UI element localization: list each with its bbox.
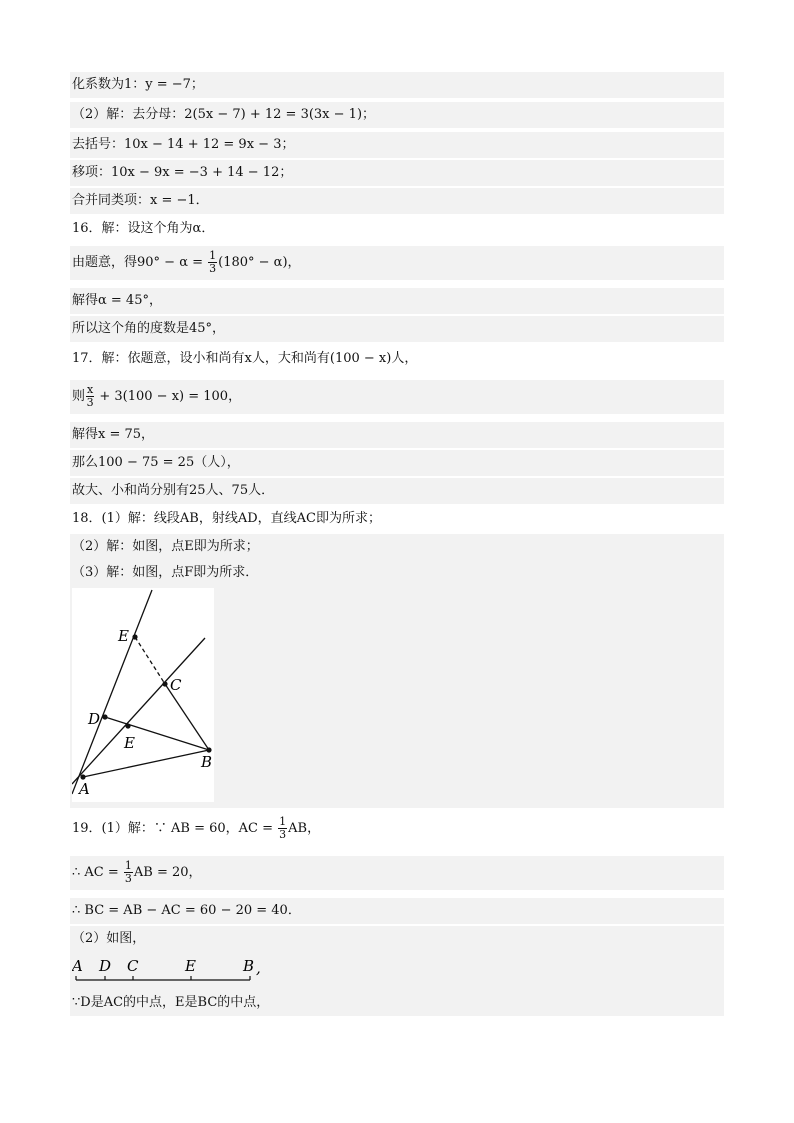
fraction [124, 860, 133, 885]
fraction-numerator: 1 [279, 815, 287, 828]
text-line: ∴ BC = AB − AC = 60 − 20 = 40． [70, 898, 724, 924]
equation-part: AB， [288, 821, 321, 836]
figure-panel [72, 588, 214, 802]
point-D [102, 714, 107, 719]
text-line: （2）解：去分母：2(5x − 7) + 12 = 3(3x − 1)； [70, 102, 724, 128]
point-A [80, 774, 85, 779]
text-line: （2）如图， [70, 926, 724, 952]
text-line [70, 856, 724, 890]
text-line: 合并同类项：x = −1． [70, 188, 724, 214]
text-line: 移项：10x − 9x = −3 + 14 − 12； [70, 160, 724, 186]
text-line: 去括号：10x − 14 + 12 = 9x − 3； [70, 132, 724, 158]
problem-16-heading: 16．解：设这个角为α． [72, 221, 215, 236]
fraction [86, 384, 94, 409]
label-A: A [79, 780, 90, 798]
label-C: C [127, 957, 139, 975]
text-line: 化系数为1：y = −7； [70, 72, 724, 98]
problem-18-heading: 18．(1）解：线段AB，射线AD，直线AC即为所求； [72, 511, 381, 526]
fraction-denominator: 3 [124, 872, 132, 885]
label-A: A [72, 957, 83, 975]
text-line: ∵D是AC的中点，E是BC的中点， [70, 990, 724, 1016]
fraction-numerator: 1 [124, 859, 132, 872]
text-line: 那么100 − 75 = 25（人）， [70, 450, 724, 476]
equation-part: 19．(1）解：∵ AB = 60，AC = [72, 821, 278, 836]
trailing-comma: , [256, 959, 261, 977]
fraction-numerator: x [87, 383, 94, 396]
text-line: （2）解：如图，点E即为所求； [70, 534, 724, 560]
text-line [70, 246, 724, 280]
label-B: B [201, 753, 213, 771]
text-line: 所以这个角的度数是45°， [70, 316, 724, 342]
fraction-denominator: 3 [279, 828, 287, 841]
label-E: E [185, 957, 196, 975]
label-E-mid: E [124, 734, 135, 752]
fraction [278, 816, 287, 841]
fraction-denominator: 3 [209, 262, 217, 275]
problem-19-heading [70, 812, 724, 846]
label-B: B [243, 957, 255, 975]
label-E-top: E [118, 627, 129, 645]
fraction [208, 250, 217, 275]
point-E-top [132, 634, 137, 639]
segment-figure-19 [72, 954, 272, 990]
text-line: 解得x = 75， [70, 422, 724, 448]
equation-part: ∴ AC = [72, 865, 123, 880]
text-line: （3）解：如图，点F即为所求． [70, 560, 724, 586]
label-D: D [88, 710, 101, 728]
label-D: D [99, 957, 112, 975]
point-E-mid [125, 723, 130, 728]
point-B [206, 747, 211, 752]
text-line [70, 380, 724, 414]
equation-part: (180° − α)， [218, 255, 301, 270]
text-line: 解得α = 45°， [70, 288, 724, 314]
geometry-figure-18 [72, 588, 214, 802]
text-line: 故大、小和尚分别有25人、75人． [70, 478, 724, 504]
equation-part: AB = 20， [133, 865, 202, 880]
label-C: C [170, 676, 182, 694]
equation-part: 由题意，得90° − α = [72, 255, 208, 270]
equation-part: + 3(100 − x) = 100， [95, 389, 242, 404]
point-C [162, 681, 167, 686]
problem-17-heading: 17．解：依题意，设小和尚有x人，大和尚有(100 − x)人， [72, 351, 418, 366]
equation-part: 则 [72, 389, 86, 404]
fraction-denominator: 3 [86, 396, 94, 409]
fraction-numerator: 1 [209, 249, 217, 262]
